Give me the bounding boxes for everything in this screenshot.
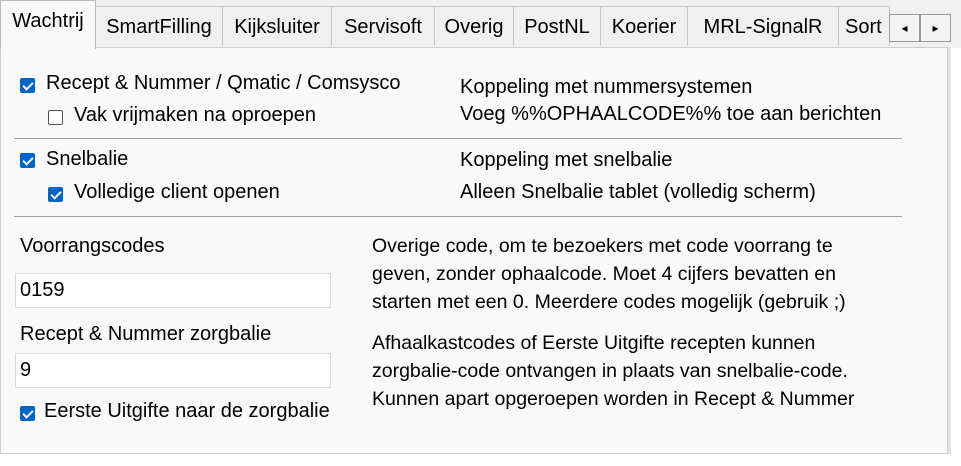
koppeling-snelbalie-text: Koppeling met snelbalie (460, 149, 673, 171)
voorrang-description (372, 232, 846, 316)
voorrang-description-line: starten met een 0. Meerdere codes mogelijk (gebruik ;) (372, 291, 846, 313)
snelbalie-label: Snelbalie (46, 148, 129, 170)
separator (14, 138, 902, 139)
eerste-uitgifte-checkbox[interactable] (20, 406, 35, 421)
vak-vrijmaken-label: Vak vrijmaken na oproepen (74, 104, 316, 126)
tab-koerier[interactable]: Koerier (600, 6, 688, 46)
voeg-ophaalcode-text: Voeg %%OPHAALCODE%% toe aan berichten (460, 103, 882, 125)
tab-sort[interactable]: Sort (838, 6, 890, 46)
tab-mrl-signalr[interactable]: MRL-SignalR (687, 6, 839, 46)
recept-nummer-checkbox[interactable] (20, 78, 35, 93)
tab-servisoft[interactable]: Servisoft (331, 6, 435, 46)
panel-shadow (948, 47, 951, 454)
tab-smartfilling[interactable]: SmartFilling (95, 6, 223, 46)
zorgbalie-description (372, 329, 854, 413)
voorrang-description-line: Overige code, om te bezoekers met code voorrang te (372, 235, 833, 257)
tab-kijksluiter[interactable]: Kijksluiter (222, 6, 332, 46)
alleen-tablet-text: Alleen Snelbalie tablet (volledig scherm) (460, 181, 816, 203)
vak-vrijmaken-checkbox[interactable] (48, 110, 63, 125)
separator (14, 216, 902, 217)
zorgbalie-description-line: Afhaalkastcodes of Eerste Uitgifte recepten kunnen (372, 332, 816, 354)
voorrang-description-line: geven, zonder ophaalcode. Moet 4 cijfers bevatten en (372, 263, 836, 285)
eerste-uitgifte-label: Eerste Uitgifte naar de zorgbalie (44, 400, 330, 422)
koppeling-nummer-text: Koppeling met nummersystemen (460, 76, 753, 98)
volledige-client-label: Volledige client openen (74, 181, 280, 203)
zorgbalie-label: Recept & Nummer zorgbalie (20, 323, 272, 345)
voorrangscodes-input[interactable] (15, 273, 331, 308)
tab-scroll-buttons (889, 14, 951, 42)
tab-scroll-right-icon[interactable]: ▸ (920, 14, 951, 42)
zorgbalie-description-line: Kunnen apart opgeroepen worden in Recept & Nummer (372, 388, 855, 410)
tab-bar (0, 0, 961, 48)
snelbalie-checkbox[interactable] (20, 153, 35, 168)
recept-nummer-label: Recept & Nummer / Qmatic / Comsysco (46, 72, 401, 94)
tab-wachtrij[interactable]: Wachtrij (0, 0, 96, 49)
tab-scroll-left-icon[interactable]: ◂ (889, 14, 920, 42)
voorrangscodes-label: Voorrangscodes (20, 235, 165, 257)
tab-overig[interactable]: Overig (434, 6, 514, 46)
volledige-client-checkbox[interactable] (48, 187, 63, 202)
zorgbalie-description-line: zorgbalie-code ontvangen in plaats van snelbalie-code. (372, 360, 848, 382)
zorgbalie-input[interactable] (15, 353, 331, 388)
tab-postnl[interactable]: PostNL (513, 6, 601, 46)
